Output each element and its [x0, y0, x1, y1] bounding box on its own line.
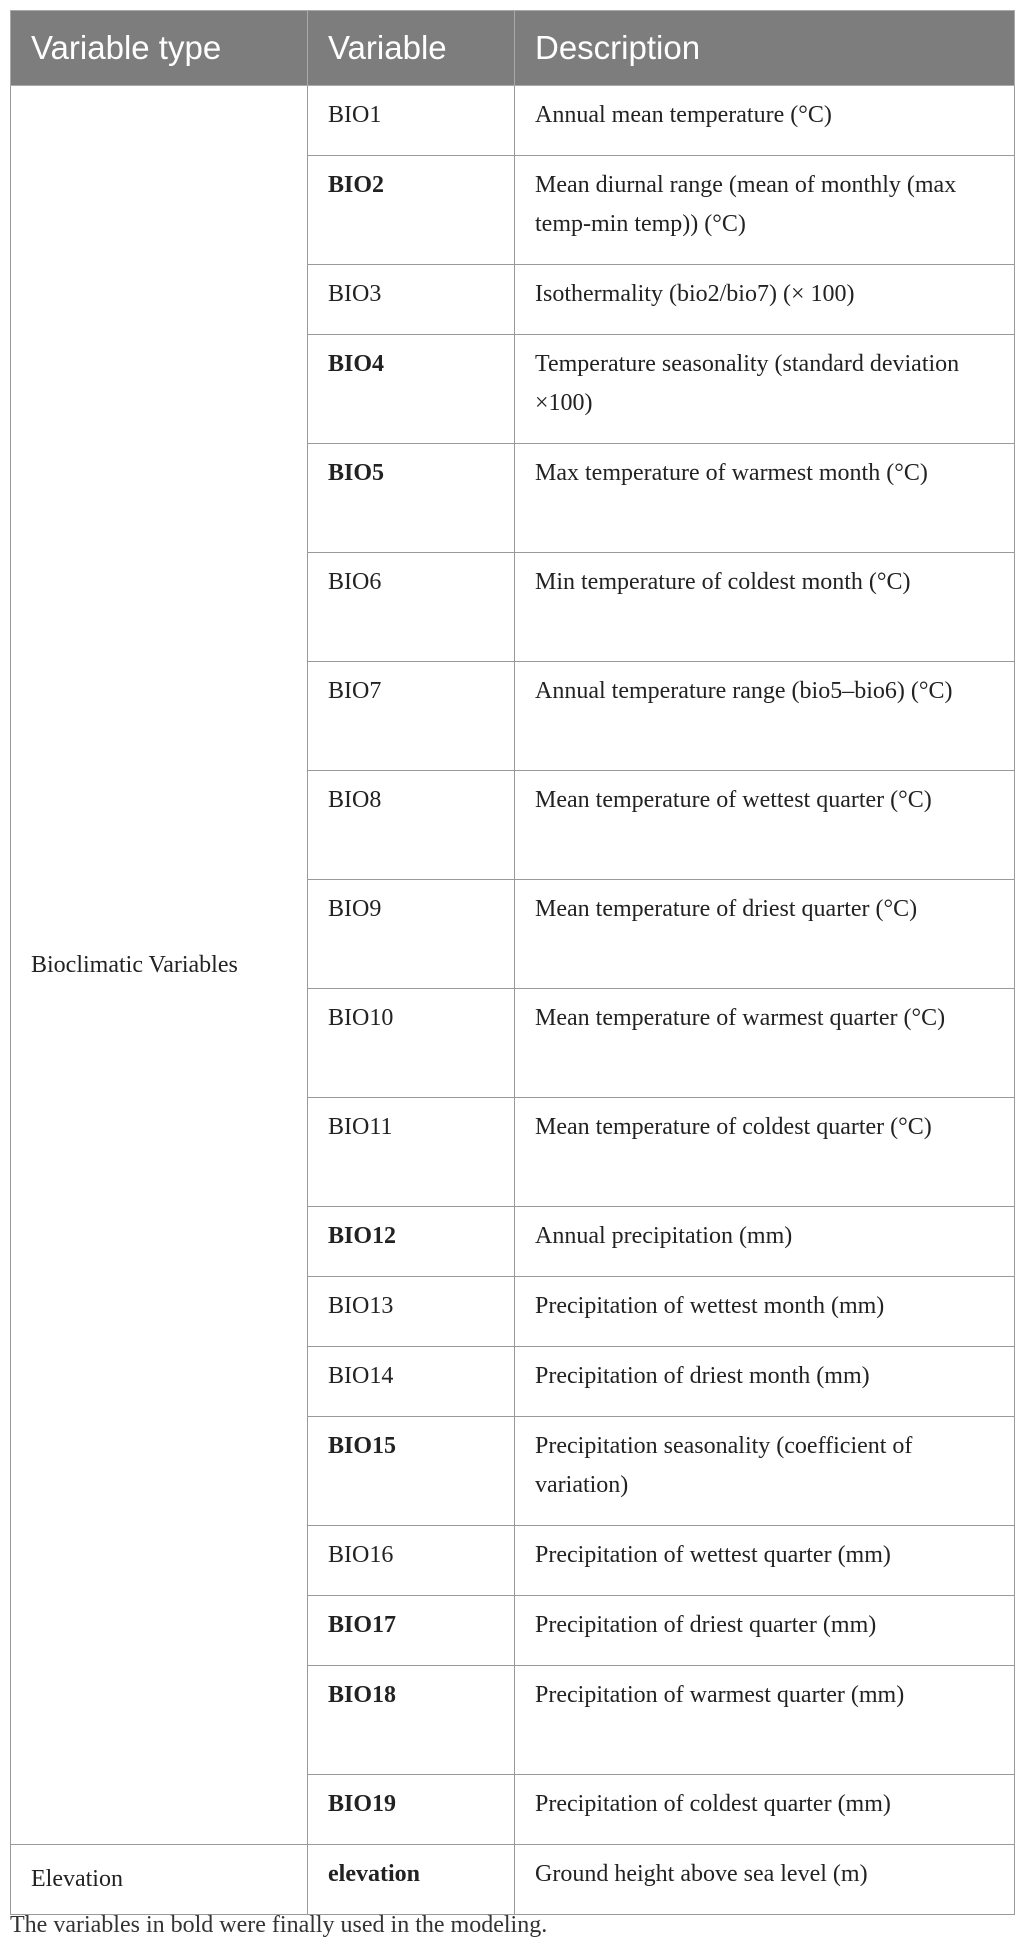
variable-cell: BIO19: [308, 1775, 515, 1845]
description-cell: Precipitation of wettest month (mm): [515, 1277, 1015, 1347]
variables-table: [10, 10, 1015, 1915]
variable-cell: BIO14: [308, 1347, 515, 1417]
table-header-row: [11, 11, 1015, 86]
table-footnote: The variables in bold were finally used in the modeling.: [10, 1912, 548, 1938]
description-cell: Precipitation of driest quarter (mm): [515, 1596, 1015, 1666]
variable-cell: BIO15: [308, 1417, 515, 1526]
table-row: [11, 86, 1015, 156]
description-cell: Ground height above sea level (m): [515, 1845, 1015, 1915]
variable-cell: BIO3: [308, 265, 515, 335]
variable-cell: BIO13: [308, 1277, 515, 1347]
variable-cell: BIO9: [308, 880, 515, 989]
variable-cell: elevation: [308, 1845, 515, 1915]
description-cell: Isothermality (bio2/bio7) (× 100): [515, 265, 1015, 335]
variable-cell: BIO4: [308, 335, 515, 444]
group-cell-bioclimatic: Bioclimatic Variables: [11, 86, 308, 1845]
description-cell: Temperature seasonality (standard deviation ×100): [515, 335, 1015, 444]
description-cell: Mean diurnal range (mean of monthly (max temp-min temp)) (°C): [515, 156, 1015, 265]
variable-cell: BIO6: [308, 553, 515, 662]
description-cell: Precipitation seasonality (coefficient of variation): [515, 1417, 1015, 1526]
variable-cell: BIO10: [308, 989, 515, 1098]
description-cell: Precipitation of wettest quarter (mm): [515, 1526, 1015, 1596]
description-cell: Annual temperature range (bio5–bio6) (°C): [515, 662, 1015, 771]
description-cell: Mean temperature of warmest quarter (°C): [515, 989, 1015, 1098]
description-cell: Mean temperature of wettest quarter (°C): [515, 771, 1015, 880]
variable-cell: BIO11: [308, 1098, 515, 1207]
variable-cell: BIO7: [308, 662, 515, 771]
group-cell-elevation: Elevation: [11, 1845, 308, 1915]
variable-cell: BIO5: [308, 444, 515, 553]
description-cell: Precipitation of coldest quarter (mm): [515, 1775, 1015, 1845]
description-cell: Annual precipitation (mm): [515, 1207, 1015, 1277]
variable-cell: BIO8: [308, 771, 515, 880]
table-row: [11, 1845, 1015, 1915]
description-cell: Annual mean temperature (°C): [515, 86, 1015, 156]
header-variable-type: Variable type: [11, 11, 308, 86]
description-cell: Max temperature of warmest month (°C): [515, 444, 1015, 553]
description-cell: Mean temperature of driest quarter (°C): [515, 880, 1015, 989]
description-cell: Precipitation of driest month (mm): [515, 1347, 1015, 1417]
description-cell: Mean temperature of coldest quarter (°C): [515, 1098, 1015, 1207]
description-cell: Precipitation of warmest quarter (mm): [515, 1666, 1015, 1775]
variable-cell: BIO1: [308, 86, 515, 156]
header-description: Description: [515, 11, 1015, 86]
variables-table-container: [10, 10, 1014, 1915]
header-variable: Variable: [308, 11, 515, 86]
variable-cell: BIO17: [308, 1596, 515, 1666]
variable-cell: BIO12: [308, 1207, 515, 1277]
variable-cell: BIO2: [308, 156, 515, 265]
variable-cell: BIO18: [308, 1666, 515, 1775]
variable-cell: BIO16: [308, 1526, 515, 1596]
description-cell: Min temperature of coldest month (°C): [515, 553, 1015, 662]
